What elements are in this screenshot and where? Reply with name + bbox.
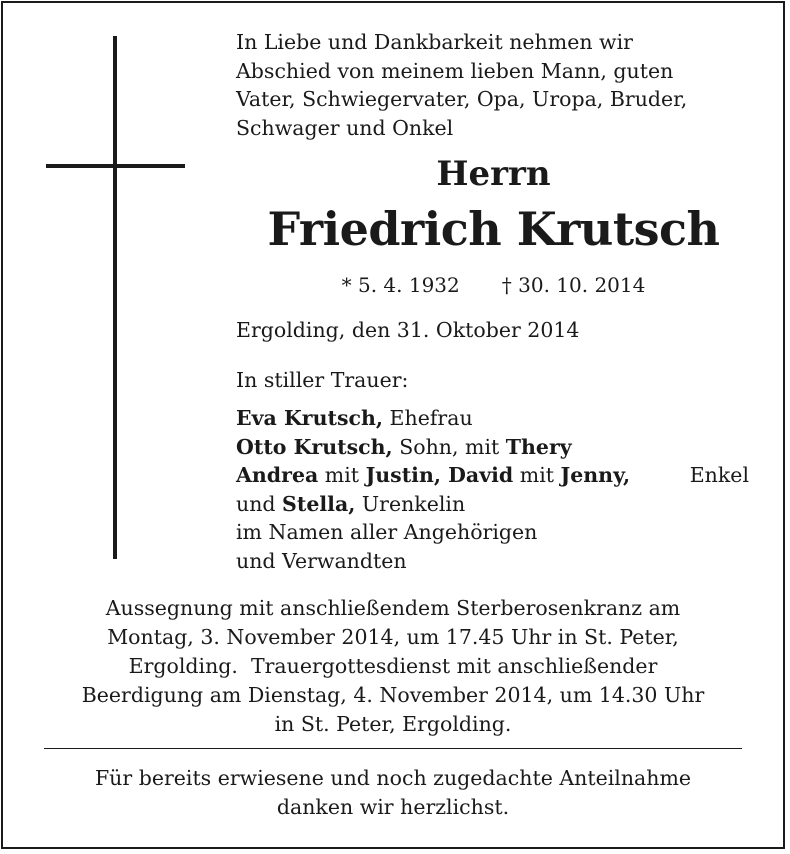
divider (44, 748, 742, 749)
mourner-relation: Urenkelin (355, 491, 466, 516)
intro-line: In Liebe und Dankbarkeit nehmen wir (236, 30, 633, 54)
mourner-name: Justin, David (365, 463, 514, 487)
death-date: † 30. 10. 2014 (501, 273, 646, 297)
service-details (22, 594, 764, 739)
mourner-relation: Sohn, mit (392, 434, 506, 459)
intro-line: Vater, Schwiegervater, Opa, Uropa, Bruder, (236, 87, 688, 111)
thanks-line: danken wir herzlichst. (276, 795, 510, 819)
connector-text: und (236, 491, 283, 516)
thanks-line: Für bereits erwiesene und noch zugedachte Anteilnahme (94, 766, 692, 790)
birth-date: * 5. 4. 1932 (341, 273, 460, 297)
cross-horizontal-bar (46, 164, 185, 168)
mourner-group (236, 461, 630, 490)
mourner-line (236, 461, 749, 490)
service-line: in St. Peter, Ergolding. (274, 712, 512, 736)
deceased-name: Friedrich Krutsch (267, 202, 720, 256)
intro-line: Schwager und Onkel (236, 115, 454, 140)
mourners-list (236, 404, 751, 575)
service-line: Ergolding. Trauergottesdienst mit anschließender (128, 654, 658, 678)
mourner-line (236, 433, 751, 462)
intro-text (236, 28, 751, 142)
connector-text: mit (318, 463, 366, 487)
service-line: Aussegnung mit anschließendem Sterberosenkranz am (105, 596, 681, 620)
mourner-relation: Ehefrau (383, 406, 473, 430)
mourner-name: Jenny, (560, 463, 631, 487)
life-dates (236, 271, 751, 299)
mourner-line (236, 404, 751, 433)
mourner-name: Eva Krutsch, (236, 406, 384, 430)
thanks-text (22, 764, 764, 822)
mourner-name: Thery (505, 434, 572, 459)
mourner-name: Stella, (282, 491, 356, 516)
mourner-line: und Verwandten (236, 548, 407, 573)
mourner-relation: Enkel (689, 463, 749, 487)
connector-text: mit (513, 463, 561, 487)
mourner-name: Otto Krutsch, (236, 434, 393, 459)
cross-vertical-bar (113, 36, 117, 559)
intro-line: Abschied von meinem lieben Mann, guten (236, 58, 674, 83)
mourner-line: im Namen aller Angehörigen (236, 520, 538, 544)
mourning-heading: In stiller Trauer: (236, 368, 409, 392)
mourner-line (236, 490, 751, 519)
service-line: Beerdigung am Dienstag, 4. November 2014, um 14.30 Uhr (81, 683, 705, 707)
service-line: Montag, 3. November 2014, um 17.45 Uhr in St. Peter, (107, 625, 679, 649)
mourner-name: Andrea (236, 463, 319, 487)
salutation: Herrn (436, 154, 551, 194)
place-date: Ergolding, den 31. Oktober 2014 (236, 318, 580, 342)
